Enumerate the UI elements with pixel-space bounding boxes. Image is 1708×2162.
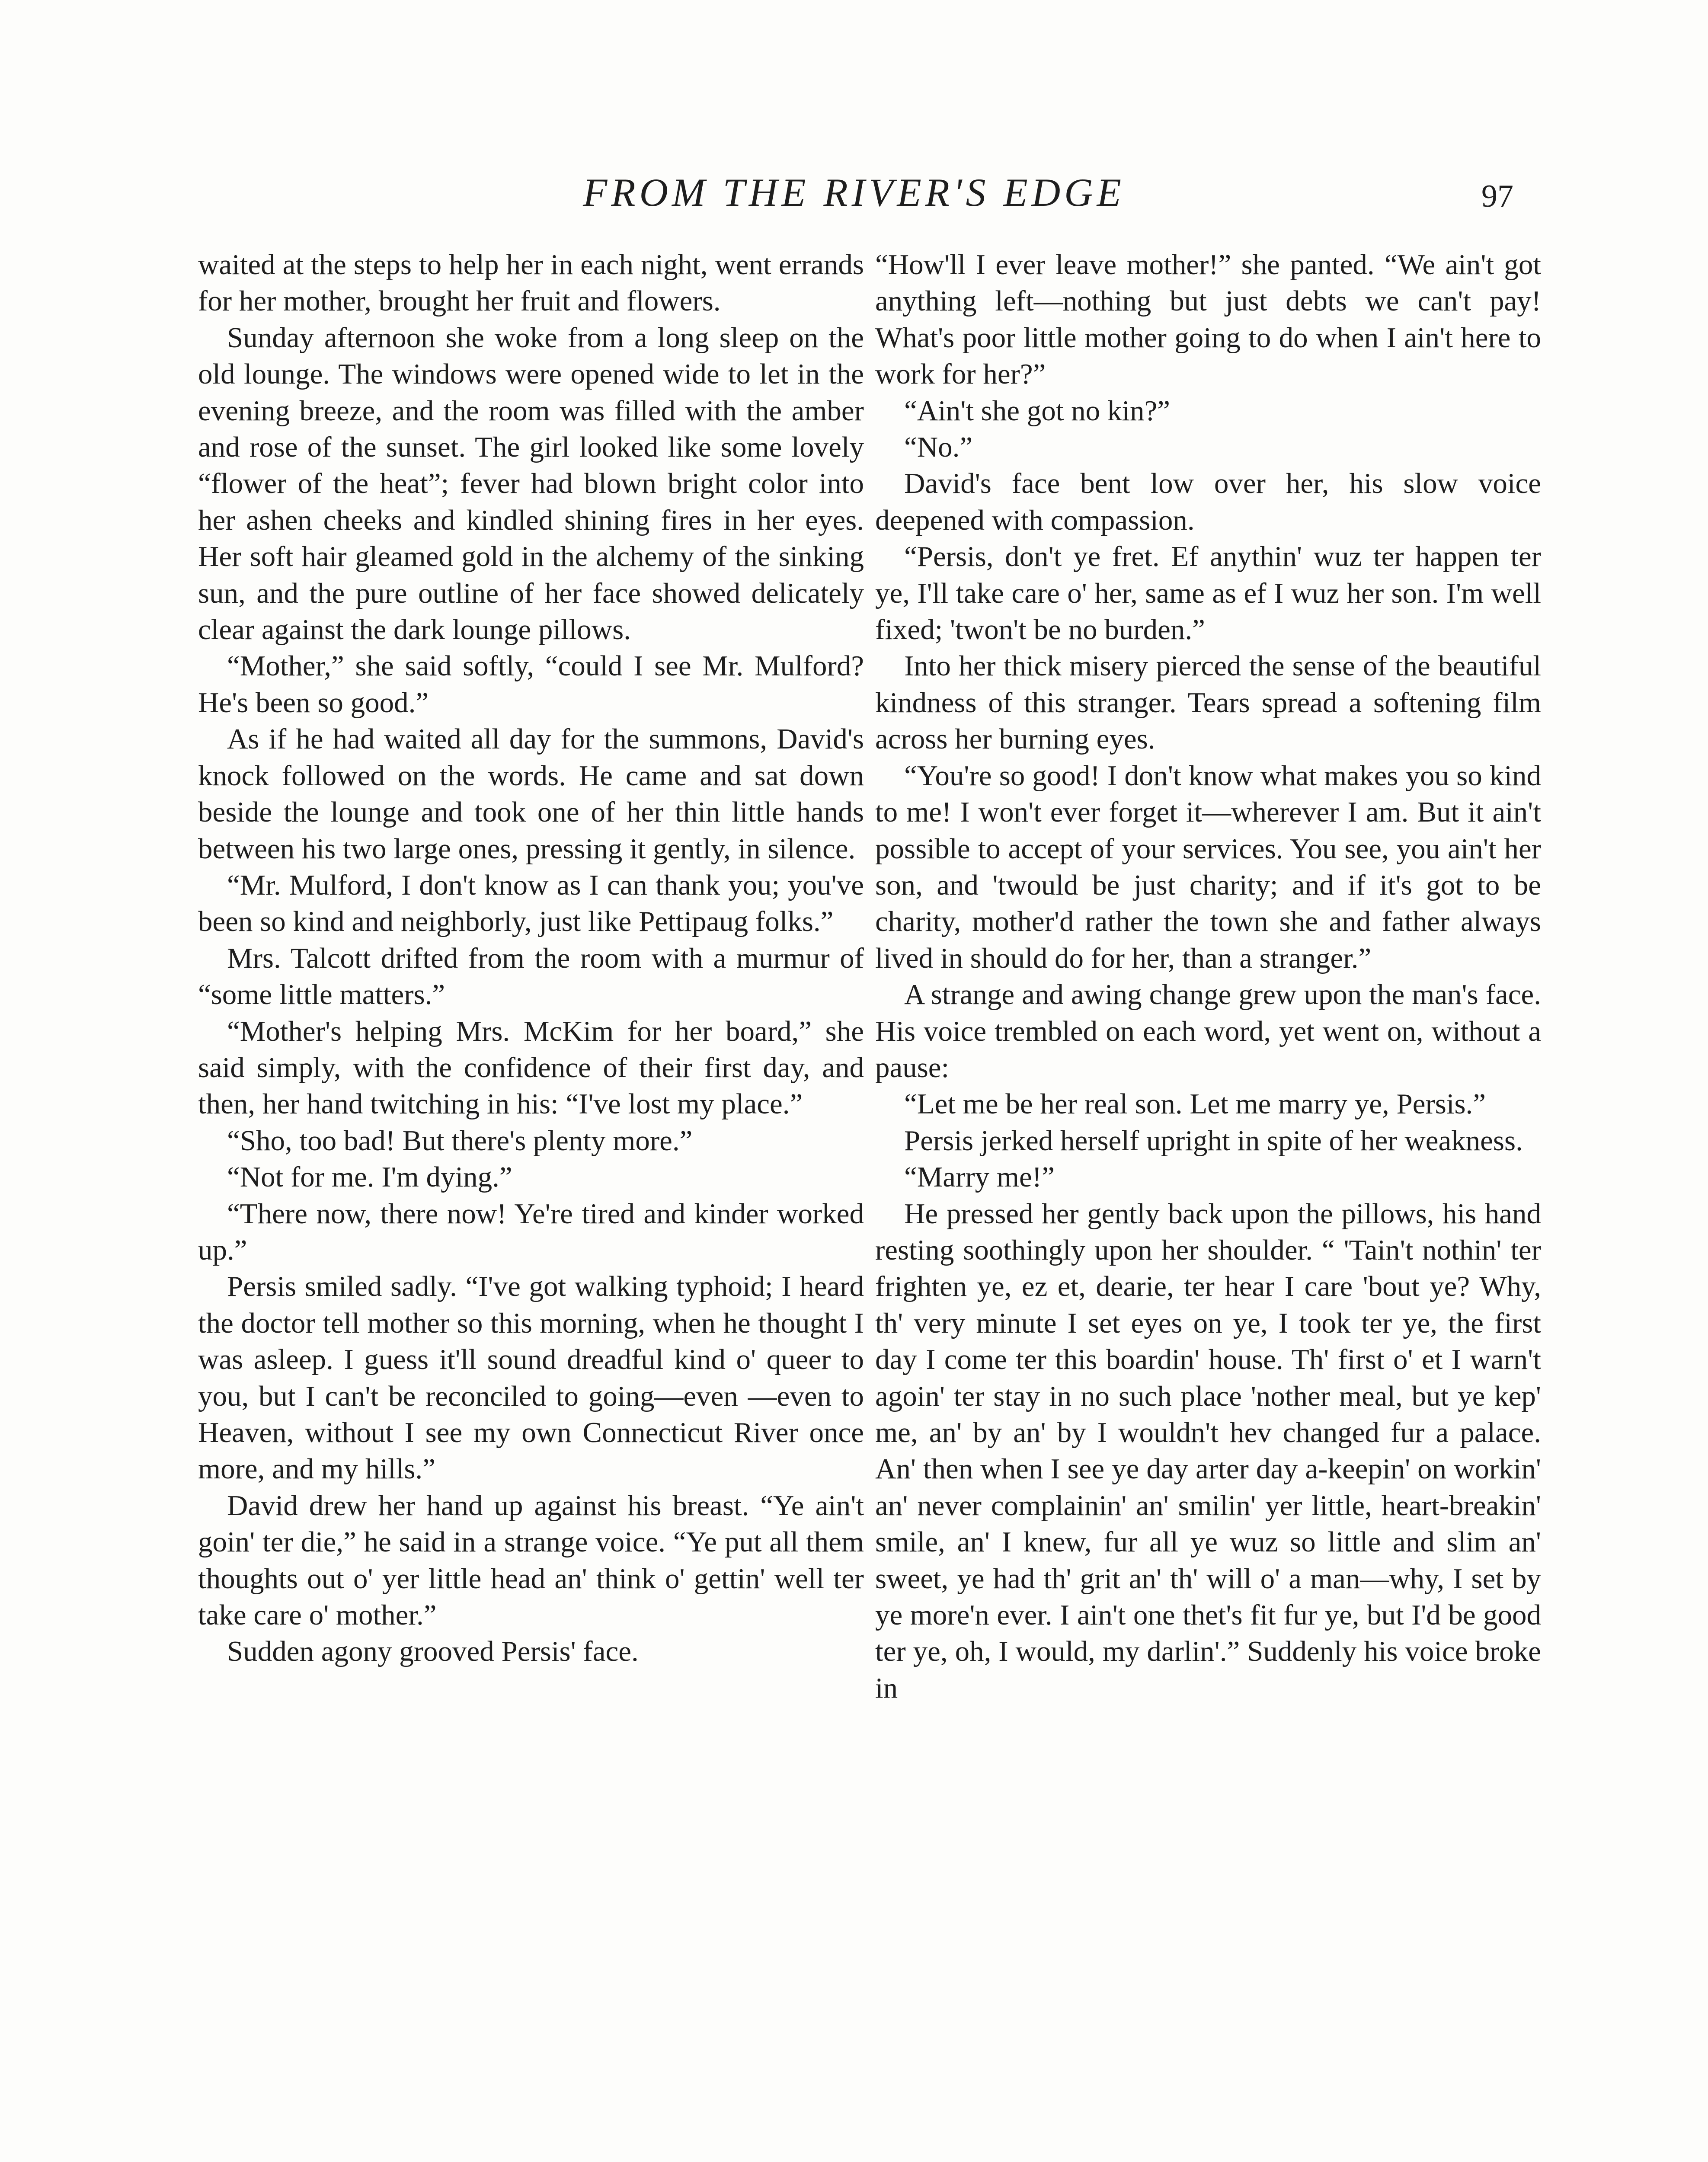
paragraph: “There now, there now! Ye're tired and kinder worked up.” — [198, 1197, 864, 1266]
running-head: FROM THE RIVER'S EDGE — [583, 170, 1125, 214]
paragraph: “Let me be her real son. Let me marry ye, Persis.” — [904, 1088, 1486, 1120]
page-number: 97 — [1481, 179, 1513, 214]
paragraph: “No.” — [904, 431, 973, 464]
paragraph: David's face bent low over her, his slow voice deepened with compassion. — [875, 467, 1541, 536]
paragraph: David drew her hand up against his breast. “Ye ain't goin' ter die,” he said in a strange voice. “Ye put all them thoughts out o' yer little head an' think o' gettin' well ter take care o' mother.” — [198, 1489, 864, 1631]
paragraph: Persis smiled sadly. “I've got walking typhoid; I heard the doctor tell mother so this morning, when he thought I was asleep. I guess it'll sound dreadful kind o' queer to you, but I can't be reconciled to going—even —even to Heaven, without I see my own Connecticut River once more, and my hills.” — [198, 1270, 864, 1485]
paragraph: “Mr. Mulford, I don't know as I can thank you; you've been so kind and neighborly, just like Pettipaug folks.” — [198, 869, 864, 938]
paragraph: He pressed her gently back upon the pillows, his hand resting soothingly upon her shoulder. “ 'Tain't nothin' ter frighten ye, ez et, dearie, ter hear I care 'bout ye? Why, th' very minute I set eyes on ye, I took ter ye, the first day I come ter this boardin' house. Th' first o' et I warn't agoin' ter stay in no such place 'nother meal, but ye kep' me, an' by an' by I wouldn't hev changed fur a palace. An' then when I see ye day arter day a-keepin' on workin' an' never complainin' an' smilin' yer little, heart-breakin' smile, an' I knew, fur all ye wuz so little and slim an' sweet, ye had th' grit an' th' will o' a man—why, I set by ye more'n ever. I ain't one thet's fit fur ye, but I'd be good ter ye, oh, I would, my darlin'.” Suddenly his voice broke in — [875, 1197, 1541, 1704]
paragraph: “You're so good! I don't know what makes you so kind to me! I won't ever forget it—wherever I am. But it ain't possible to accept of your services. You see, you ain't her son, and 'twould be just charity; and if it's got to be charity, mother'd rather the town she and father always lived in should do for her, than a stranger.” — [875, 759, 1541, 974]
paragraph: Into her thick misery pierced the sense of the beautiful kindness of this stranger. Tears spread a softening film across her burning eyes. — [875, 650, 1541, 755]
paragraph: “Mother,” she said softly, “could I see Mr. Mulford? He's been so good.” — [198, 650, 864, 719]
paragraph: “How'll I ever leave mother!” she panted. “We ain't got anything left—nothing but just debts we can't pay! What's poor little mother going to do when I ain't here to work for her?” — [875, 249, 1541, 390]
paragraph: “Persis, don't ye fret. Ef anythin' wuz ter happen ter ye, I'll take care o' her, same as ef I wuz her son. I'm well fixed; 'twon't be no burden.” — [875, 540, 1541, 646]
paragraph: A strange and awing change grew upon the man's face. His voice trembled on each word, yet went on, without a pause: — [875, 979, 1541, 1084]
right-column — [875, 246, 1541, 1706]
paragraph: Sunday afternoon she woke from a long sleep on the old lounge. The windows were opened wide to let in the evening breeze, and the room was filled with the amber and rose of the sunset. The girl looked like some lovely “flower of the heat”; fever had blown bright color into her ashen cheeks and kindled shining fires in her eyes. Her soft hair gleamed gold in the alchemy of the sinking sun, and the pure outline of her face showed delicately clear against the dark lounge pillows. — [198, 321, 864, 646]
left-column — [198, 246, 864, 1670]
paragraph: “Not for me. I'm dying.” — [227, 1161, 512, 1193]
paragraph: Mrs. Talcott drifted from the room with a murmur of “some little matters.” — [198, 942, 864, 1011]
paragraph: “Marry me!” — [904, 1161, 1055, 1193]
paragraph: waited at the steps to help her in each night, went errands for her mother, brought her fruit and flowers. — [198, 249, 864, 317]
paragraph: “Ain't she got no kin?” — [904, 394, 1170, 427]
paragraph: As if he had waited all day for the summons, David's knock followed on the words. He came and sat down beside the lounge and took one of her thin little hands between his two large ones, pressing it gently, in silence. — [198, 723, 864, 865]
paragraph: Persis jerked herself upright in spite of her weakness. — [904, 1124, 1523, 1157]
paragraph: “Sho, too bad! But there's plenty more.” — [227, 1124, 693, 1157]
paragraph: “Mother's helping Mrs. McKim for her board,” she said simply, with the confidence of their first day, and then, her hand twitching in his: “I've lost my place.” — [198, 1015, 864, 1120]
page-header — [0, 164, 1708, 225]
paragraph: Sudden agony grooved Persis' face. — [227, 1635, 639, 1668]
